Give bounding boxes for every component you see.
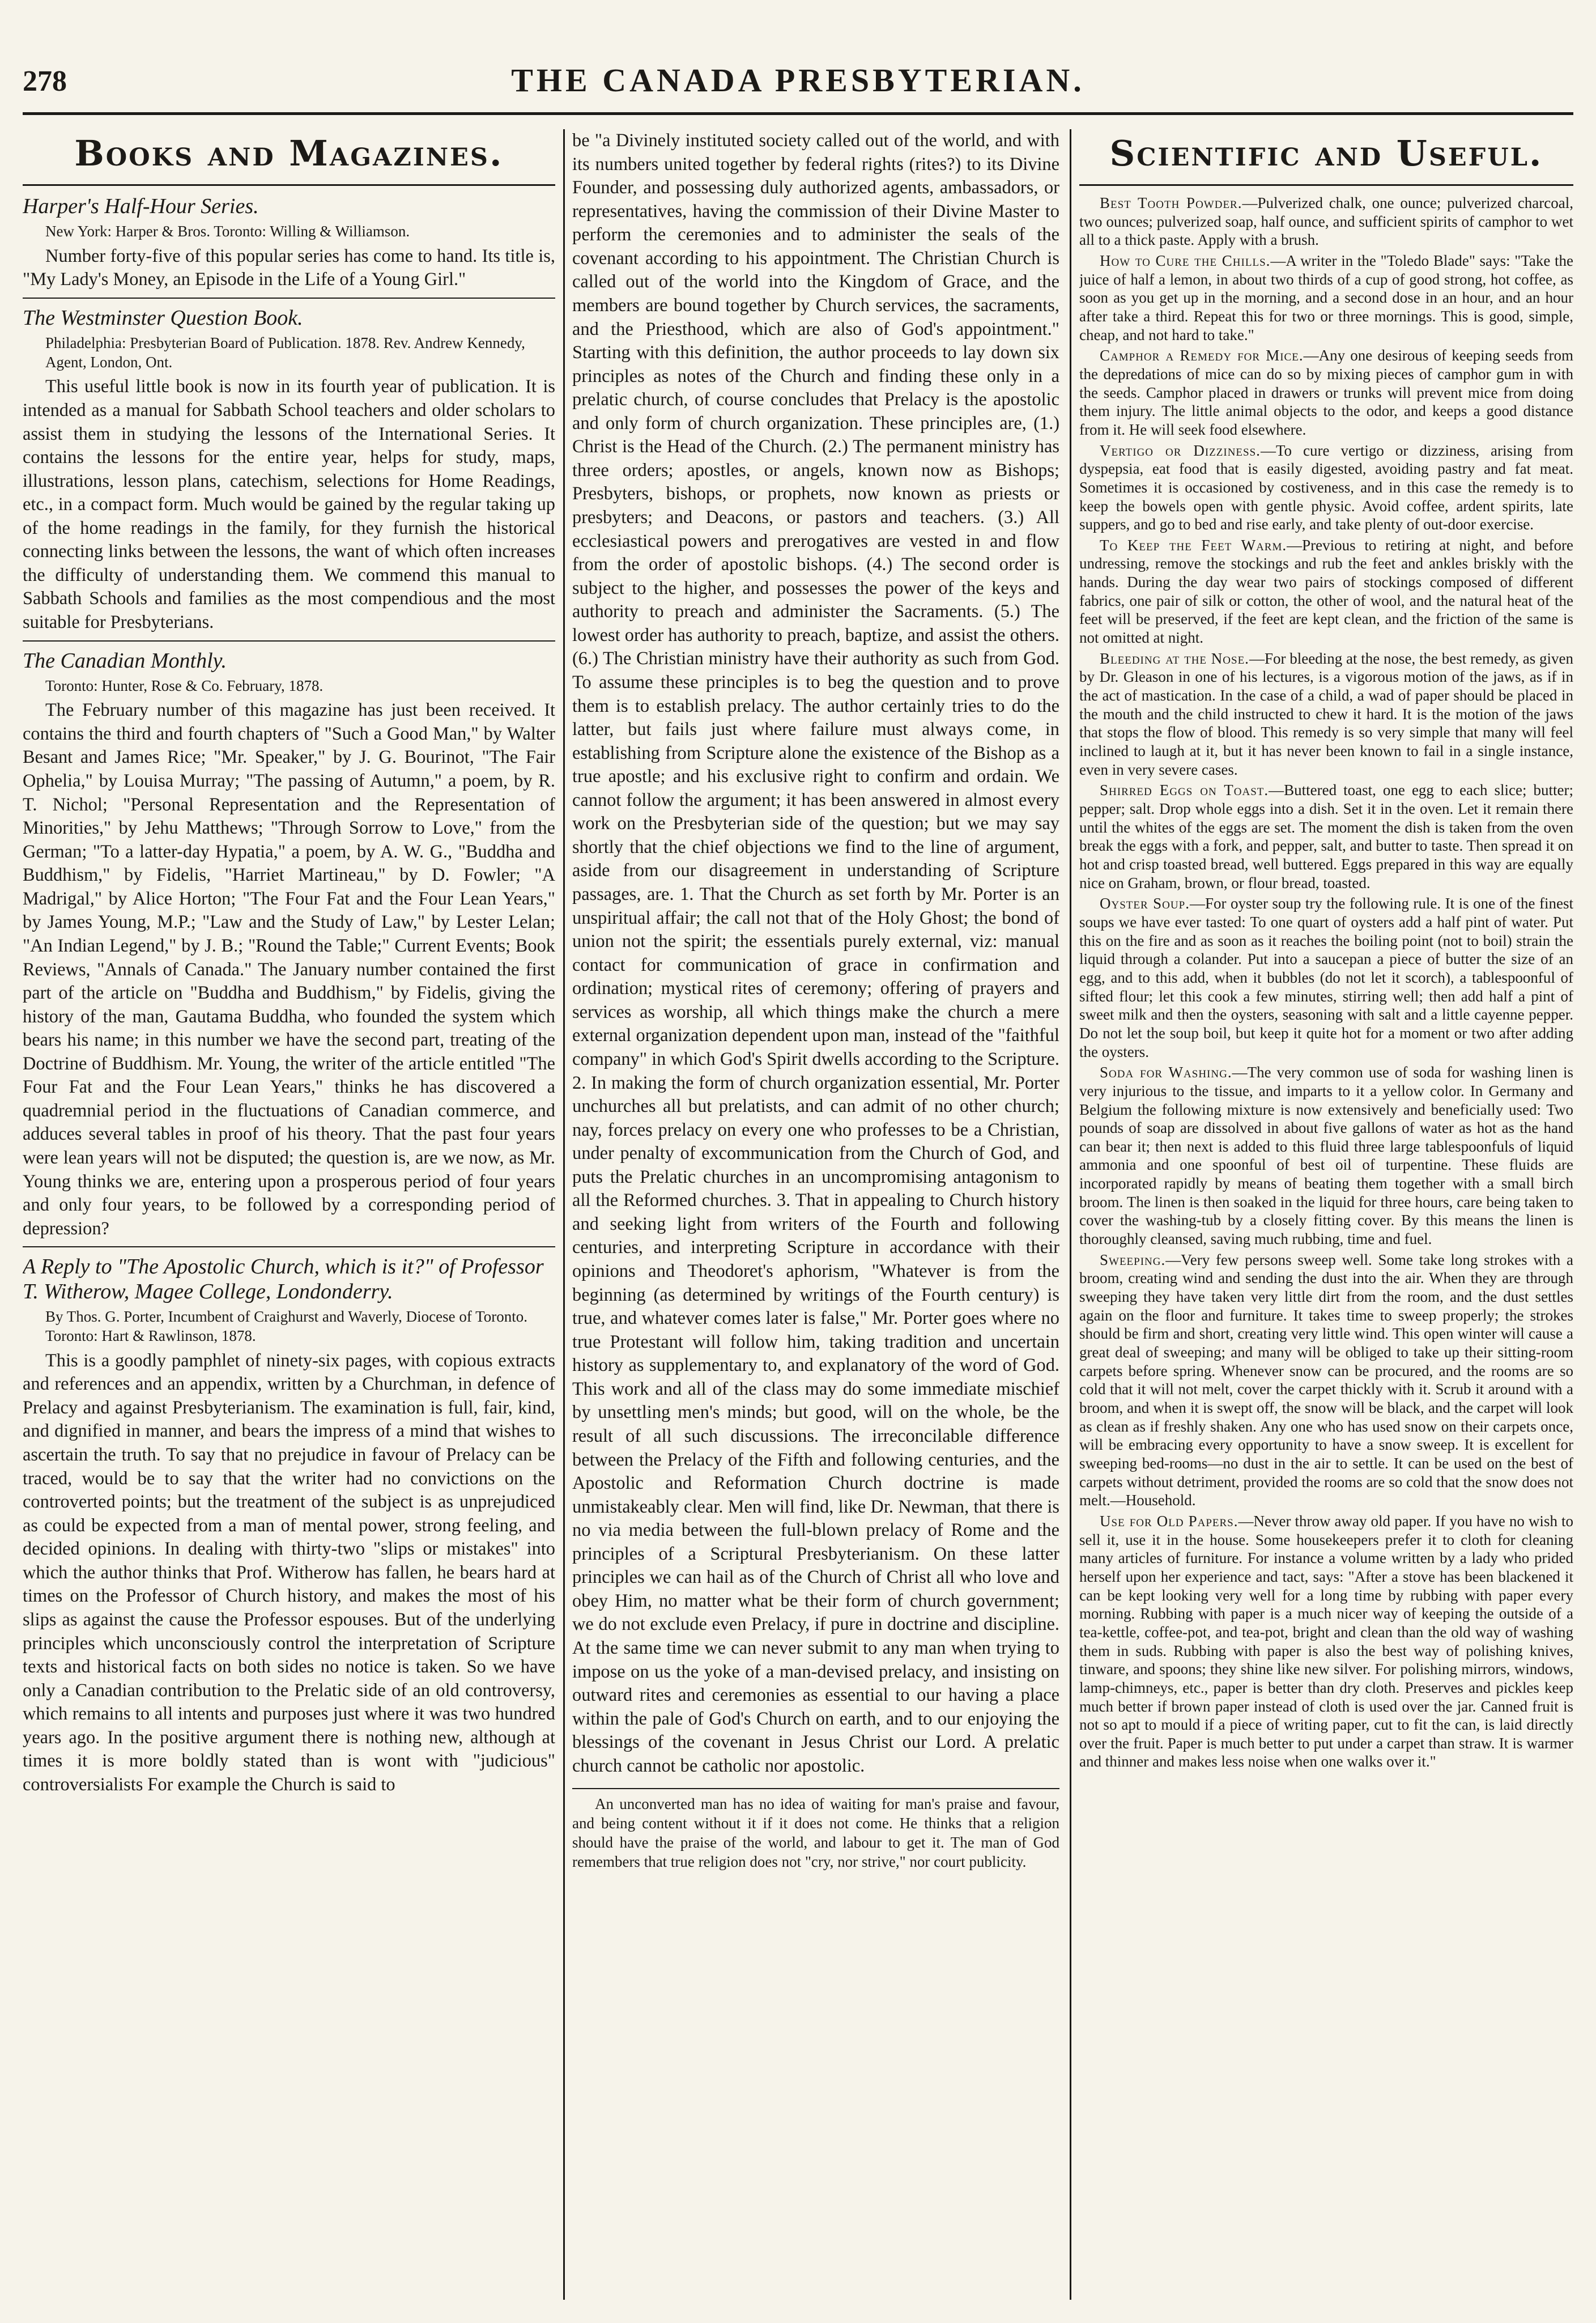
book-review <box>23 648 555 1241</box>
tip-heading: Sweeping. <box>1100 1251 1166 1268</box>
review-paragraph: The February number of this magazine has just been received. It contains the third and fourth chapters of "Such a Good Man," by Walter Besant and James Rice; "Mr. Speaker," by J. G. Bourinot, "The Fair Ophelia," by Louisa Murray; "The passing of Autumn," a poem, by R. T. Nichol; "Personal Representation and the Representation of Minorities," by Jehu Matthews; "Through Sorrow to Love," from the German; "To a latter-day Hypatia," a poem, by A. W. G., "Buddha and Buddhism," by Fidelis, "Harriet Martineau," by D. Fowler; "A Madrigal," by Alice Horton; "The Four Fat and the Four Lean Years," by James Young, M.P.; "Law and the Study of Law," by Lester Lelan; "An Indian Legend," by J. B.; "Round the Table;" Current Events; Book Reviews, "Annals of Canada." The January number contained the first part of the article on "Buddha and Buddhism," by Fidelis, giving the history of the man, Gautama Buddha, who founded the system which bears his name; in this number we have the second part, treating of the Doctrine of Buddhism. Mr. Young, the writer of the article entitled "The Four Fat and the Four Lean Years," thinks he has discovered a quadremnial period in the fluctuations of Canadian commerce, and adduces several tables in proof of his theory. That the past four years were lean years will not be disputed; the question is, are we now, as Mr. Young thinks we are, entering upon a prosperous period of four years and only four years, to be followed by a corresponding period of depression? <box>23 700 555 1239</box>
tip-item <box>1079 781 1573 892</box>
page-header <box>23 61 1573 107</box>
tip-heading: Soda for Washing. <box>1100 1064 1232 1081</box>
review-paragraph: Number forty-five of this popular series has come to hand. Its title is, "My Lady's Money, an Episode in the Life of a Young Girl." <box>23 245 555 290</box>
column-divider <box>1070 129 1071 2300</box>
column-scientific <box>1079 129 1573 2300</box>
section-heading-books: Books and Magazines. <box>74 133 504 174</box>
tip-text: —To cure vertigo or dizziness, arising from dyspepsia, eat food that is easily digested, avoiding pastry and fat meat. Sometimes it is occasioned by costiveness, and in this case the remedy is to keep the bowels open with gentle physic. Avoid coffee, ardent spirits, late suppers, and go to bed and rise early, and take plenty of out-door exercise. <box>1079 441 1573 533</box>
tip-heading: Use for Old Papers. <box>1100 1512 1239 1530</box>
separator-rule <box>23 298 555 299</box>
page-number: 278 <box>23 65 67 97</box>
tip-item <box>1079 1063 1573 1248</box>
tip-item <box>1079 441 1573 534</box>
book-title: A Reply to "The Apostolic Church, which is it?" of Professor T. Witherow, Magee College, Londonderry. <box>23 1255 544 1304</box>
tip-text: —A writer in the "Toledo Blade" says: "Take the juice of half a lemon, in about two thirds of a cup of good strong, hot coffee, as soon as you get up in the morning, and a second dose in an hour, and an hour after take a third. Repeat this for two or three mornings. This is good, simple, cheap, and not hard to take." <box>1079 252 1573 343</box>
book-imprint: Philadelphia: Presbyterian Board of Publication. 1878. Rev. Andrew Kennedy, Agent, London, Ont. <box>45 334 525 371</box>
book-review <box>23 305 555 635</box>
tip-item <box>1079 346 1573 439</box>
tip-text: —The very common use of soda for washing linen is very injurious to the tissue, and imparts to it a yellow color. In Germany and Belgium the following mixture is now extensively and beneficially used: Two pounds of soap are dissolved in about five gallons of water as hot as the hand can bear it; then next is added to this fluid three large tablespoonfuls of liquid ammonia and one spoonful of best oil of turpentine. These fluids are incorporated rapidly by means of beating them together with a small birch broom. The linen is then soaked in the liquid for three hours, care being taken to cover the washing-tub by a closely fitting cover. By this means the linen is thoroughly cleansed, saving much rubbing, time and fuel. <box>1079 1064 1573 1248</box>
tip-text: —Any one desirous of keeping seeds from the depredations of mice can do so by mixing pieces of camphor gum in with the seeds. Camphor placed in drawers or trunks will prevent mice from doing them injury. The little animal objects to the odor, and keeps a good distance from it. He will seek food elsewhere. <box>1079 347 1573 438</box>
running-head: THE CANADA PRESBYTERIAN. <box>511 62 1085 99</box>
tip-heading: Shirred Eggs on Toast. <box>1100 782 1269 799</box>
book-imprint: By Thos. G. Porter, Incumbent of Craighurst and Waverly, Diocese of Toronto. Toronto: Hart & Rawlinson, 1878. <box>45 1308 527 1344</box>
section-rule <box>23 184 555 186</box>
tip-heading: How to Cure the Chills. <box>1100 252 1271 269</box>
column-divider <box>563 129 565 2300</box>
column-books <box>23 129 555 2300</box>
book-imprint: New York: Harper & Bros. Toronto: Willing & Williamson. <box>45 223 410 240</box>
tip-text: —Never throw away old paper. If you have no wish to sell it, use it in the house. Some housekeepers prefer it to cloth for cleaning many articles of furniture. For instance a volume written by a lady who prided herself upon her experience and tact, says: "After a stove has been blackened it can be kept looking very well for a long time by rubbing with paper every morning. Rubbing with paper is a much nicer way of keeping the outside of a tea-kettle, coffee-pot, and tea-pot, bright and clean than the old way of washing them in suds. Rubbing with paper is also the best way of polishing knives, tinware, and spoons; they shine like new silver. For polishing mirrors, windows, lamp-chimneys, etc., paper is better than dry cloth. Preserves and pickles keep much better if brown paper instead of cloth is used over the jar. Canned fruit is not so apt to mould if a piece of writing paper, cut to fit the can, is laid directly over the fruit. Paper is much better to put under a carpet than straw. It is warmer and thinner and makes less noise when one walks over it." <box>1079 1512 1573 1770</box>
tip-item <box>1079 649 1573 779</box>
tip-heading: Oyster Soup. <box>1100 895 1190 912</box>
review-paragraph: This is a goodly pamphlet of ninety-six pages, with copious extracts and references and an appendix, written by a Churchman, in defence of Prelacy and against Presbyterianism. The examination is full, fair, kind, and dignified in manner, and bears the impress of a mind that wishes to ascertain the truth. To say that no prejudice in favour of Prelacy can be traced, would be to say that the writer had no convictions on the controverted points; but the treatment of the subject is as unprejudiced as could be expected from a man of mental power, strong feeling, and decided opinions. In dealing with thirty-two "slips or mistakes" into which the author thinks that Prof. Witherow has fallen, he bears hard at times on the Professor of Church history, and makes the most of his slips as against the cause the Professor espouses. But of the underlying principles which unconsciously control the interpretation of Scripture texts and historical facts on both sides no notice is taken. So we have only a Canadian contribution to the Prelatic side of an old controversy, which remains to all intents and purposes just where it was two hundred years ago. In the positive argument there is nothing new, although at times it is more boldly stated than is wont with "judicious" controversialists For example the Church is said to <box>23 1350 555 1795</box>
tip-text: —Very few persons sweep well. Some take long strokes with a broom, creating wind and sending the dust into the air. When they are through sweeping they have taken very little dirt from the room, and the dust settles again on the floor and furniture. It takes time to sweep properly; the strokes should be firm and short, creating very little wind. This open winter will cause a great deal of sweeping; and many will be obliged to take up their sitting-room carpets before spring. Whenever snow can be procured, and the rooms are so cold that it will not melt, cover the carpet thickly with it. Scrub it around with a broom, and when it is swept off, the snow will be black, and the carpet will look as clean as if freshly shaken. Any one who has used snow on their carpets once, will be embracing every opportunity to have a snow sweep. It is excellent for sweeping bed-rooms—no dust in the air to settle. It can be used on the best of carpets without detriment, provided the rooms are so cold that the snow does not melt.—Household. <box>1079 1251 1573 1509</box>
review-continuation: be "a Divinely instituted society called out of the world, and with its numbers united together by federal rights (rites?) to its Divine Founder, and possessing duly authorized agents, ambassadors, or representatives, having the commission of their Divine Master to perform the ceremonies and to administer the seals of the covenant according to his appointment. The Christian Church is called out of the world into the Kingdom of Grace, and the members are bound together by Church services, the sacraments, and the Priesthood, which are also of God's appointment." Starting with this definition, the author proceeds to lay down six principles as notes of the Church and finding these only in a prelatic church, of course concludes that Prelacy is the apostolic and only form of church organization. These principles are, (1.) Christ is the Head of the Church. (2.) The permanent ministry has three orders; apostles, or angels, known now as Bishops; Presbyters, bishops, or prophets, now known as priests or presbyters; and Deacons, or pastors and teachers. (3.) All ecclesiastical powers and prerogatives are vested in and flow from the order of apostolic bishops. (4.) The second order is subject to the higher, and possesses the power of the keys and authority to preach and administer the Sacraments. (5.) The lowest order has authority to preach, baptize, and assist the others. (6.) The Christian ministry have their authority as such from God. To assume these principles is to beg the question and to prove them is to establish prelacy. The author certainly tries to do the latter, but fails just where failure must always come, in establishing from Scripture alone the existence of the Bishop as a true apostle; and his exclusive right to confirm and ordain. We cannot follow the argument; it has been answered in almost every work on the Presbyterian side of the question; but we may say shortly that the chief objections we find to the line of argument, aside from our disagreement in understanding of Scripture passages, are. 1. That the Church as set forth by Mr. Porter is an unspiritual affair; the call not that of the Holy Ghost; the bond of union not the spirit; the essentials purely external, viz: manual contact for communication of grace in confirmation and ordination; mystical rites of ceremony; offering of prayers and services as worship, all which things make the church a mere external organization dependent upon man, instead of the "faithful company" in which God's Spirit dwells according to the Scripture. 2. In making the form of church organization essential, Mr. Porter unchurches all but prelatists, and can admit of no other church; nay, forces prelacy on every one who professes to be a Christian, under penalty of excommunication from the Church of God, and puts the Prelatic churches in an uncompromising antagonism to all the Reformed churches. 3. That in appealing to Church history and seeking light from writers of the Fourth and following centuries, and interpreting Scripture in accordance with their opinions and Theodoret's aphorism, "Whatever is from the beginning (as determined by writings of the Fourth century) is true, and whatever comes later is false," Mr. Porter goes where no true Protestant will follow him, taking tradition and uncertain history as supplementary to, and explanatory of the word of God. This work and all of the class may do some immediate mischief by unsettling men's minds; but good, will on the whole, be the result of all such discussions. The irreconcilable difference between the Prelacy of the Fifth and following centuries, and the Apostolic and Reformation Church doctrine is made unmistakeably clear. Men will find, like Dr. Newman, that there is no via media between the full-blown prelacy of Rome and the principles of a Scriptural Presbyterianism. On these latter principles we can hail as of the Church of Christ all who love and obey Him, no matter what be their form of church government; we do not exclude even Prelacy, if pure in doctrine and discipline. At the same time we can never submit to any man when trying to impose on us the yoke of a man-devised prelacy, and insisting on outward rites and ceremonies as essential to our having a place within the pale of God's Church on earth, and to our enjoying the blessings of the covenant in Jesus Christ our Lord. A prelatic church cannot be catholic nor apostolic. <box>572 130 1059 1776</box>
tip-item <box>1079 536 1573 647</box>
tip-text: —For oyster soup try the following rule. It is one of the finest soups we have ever tasted: To one quart of oysters add a half pint of water. Put this on the fire and as soon as it reaches the boiling point (not to boil) strain the liquid through a colander. Put into a saucepan a piece of butter the size of an egg, and to this add, when it bubbles (do not let it scorch), a tablespoonful of sifted flour; let this cook a few minutes, stirring well; then add half a pint of sweet milk and then the oysters, seasoning with salt and a little cayenne pepper. Do not let the soup boil, but keep it quite hot for a moment or two after adding the oysters. <box>1079 895 1573 1060</box>
tip-heading: Best Tooth Powder. <box>1100 194 1242 211</box>
tip-heading: Bleeding at the Nose. <box>1100 649 1249 667</box>
book-review <box>23 194 555 292</box>
tip-heading: Vertigo or Dizziness. <box>1100 441 1261 459</box>
tip-heading: To Keep the Feet Warm. <box>1100 536 1287 554</box>
tip-text: —For bleeding at the nose, the best remedy, as given by Dr. Gleason in one of his lectures, is a vigorous motion of the jaws, as if in the act of mastication. In the case of a child, a wad of paper should be placed in the mouth and the child instructed to chew it hard. It is the motion of the jaws that stops the flow of blood. This remedy is so very simple that many will feel inclined to laugh at it, but it has never been known to fail in a single instance, even in very severe cases. <box>1079 649 1573 778</box>
separator-rule <box>572 1788 1059 1789</box>
review-paragraph: This useful little book is now in its fourth year of publication. It is intended as a manual for Sabbath School teachers and older scholars to assist them in studying the lessons of the International Series. It contains the lessons for the entire year, helps for study, maps, illustrations, lesson plans, catechism, selections for Home Readings, etc., in a compact form. Much would be gained by the regular taking up of the home readings in the family, for they furnish the historical connecting links between the lessons, the want of which often increases the difficulty of understanding them. We commend this manual to Sabbath Schools and families as the most compendious and the most suitable for Presbyterians. <box>23 376 555 632</box>
book-title: The Westminster Question Book. <box>23 305 303 330</box>
book-imprint: Toronto: Hunter, Rose & Co. February, 1878. <box>45 677 324 694</box>
tip-text: —Pulverized chalk, one ounce; pulverized charcoal, two ounces; pulverized soap, half ounce, and sufficient spirits of camphor to wet all to a thick paste. Apply with a brush. <box>1079 194 1573 249</box>
section-rule <box>1079 184 1573 186</box>
tip-item <box>1079 1512 1573 1771</box>
tip-item <box>1079 194 1573 249</box>
column-review-continued <box>572 129 1059 2300</box>
book-title: Harper's Half-Hour Series. <box>23 194 259 218</box>
tip-heading: Camphor a Remedy for Mice. <box>1100 347 1304 364</box>
tip-item <box>1079 1251 1573 1510</box>
tip-item <box>1079 894 1573 1061</box>
tip-text: —Buttered toast, one egg to each slice; butter; pepper; salt. Drop whole eggs into a dish. Set it in the oven. Let it remain there until the whites of the eggs are set. The moment the dish is taken from the oven break the eggs with a fork, and pepper, salt, and butter to taste. Then spread it on hot and crisp toasted bread, well buttered. Eggs prepared in this way are equally nice on Graham, brown, or flour bread, toasted. <box>1079 782 1573 891</box>
separator-rule <box>23 640 555 642</box>
section-heading-scientific: Scientific and Useful. <box>1109 133 1543 174</box>
book-review <box>23 1254 555 1797</box>
separator-rule <box>23 1246 555 1247</box>
header-rule <box>23 112 1573 115</box>
tip-item <box>1079 252 1573 344</box>
filler-paragraph: An unconverted man has no idea of waiting for man's praise and favour, and being content without it if it does not come. He thinks that a religion should have the praise of the world, and labour to get it. The man of God remembers that true religion does not "cry, nor strive," nor court publicity. <box>572 1795 1059 1870</box>
book-title: The Canadian Monthly. <box>23 648 227 673</box>
tip-text: —Previous to retiring at night, and before undressing, remove the stockings and rub the feet and ankles briskly with the hands. During the day wear two pairs of stockings composed of different fabrics, one pair of silk or cotton, the other of wool, and the natural heat of the feet will be preserved, if the feet are kept clean, and the friction of the same is not omitted at night. <box>1079 536 1573 647</box>
